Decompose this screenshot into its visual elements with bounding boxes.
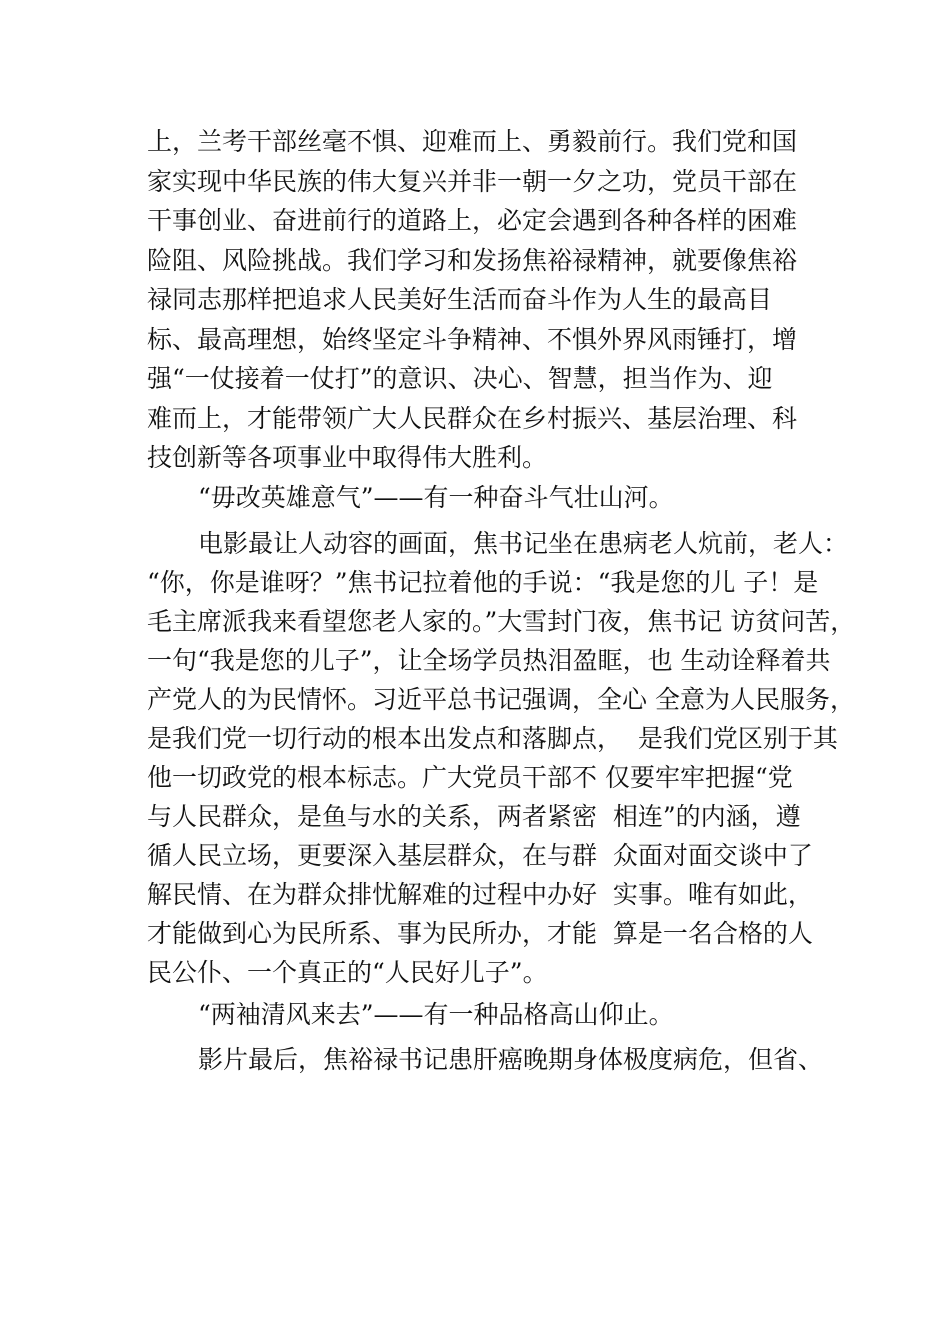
text-line-14: 一句“我是您的儿子”，让全场学员热泪盈眶，也 生动诠释着共: [147, 646, 831, 675]
text-line-2: 家实现中华民族的伟大复兴并非一朝一夕之功，党员干部在: [147, 167, 798, 196]
text-line-19: 循人民立场，更要深入基层群众，在与群 众面对面交谈中了: [147, 841, 813, 870]
text-line-9: 技创新等各项事业中取得伟大胜利。: [147, 443, 548, 472]
paragraph-start-1: 电影最让人动容的画面，焦书记坐在患病老人炕前，老人：: [198, 529, 849, 558]
text-line-22: 民公仆、一个真正的“人民好儿子”。: [147, 958, 548, 987]
text-line-15: 产党人的为民情怀。习近平总书记强调，全心 全意为人民服务，: [147, 685, 855, 714]
text-line-21: 才能做到心为民所系、事为民所办，才能 算是一名合格的人: [147, 919, 813, 948]
text-line-13: 毛主席派我来看望您老人家的。”大雪封门夜，焦书记 访贫问苦，: [147, 607, 856, 636]
paragraph-start-2: 影片最后，焦裕禄书记患肝癌晚期身体极度病危，但省、: [198, 1045, 824, 1074]
text-line-12: “你，你是谁呀？”焦书记拉着他的手说：“我是您的儿 子！是: [147, 568, 819, 597]
text-line-7: 强“一仗接着一仗打”的意识、决心、智慧，担当作为、迎: [147, 364, 773, 393]
text-line-16: 是我们党一切行动的根本出发点和落脚点， 是我们党区别于其: [147, 724, 838, 753]
text-line-17: 他一切政党的根本标志。广大党员干部不 仅要牢牢把握“党: [147, 763, 793, 792]
text-line-4: 险阻、风险挑战。我们学习和发扬焦裕禄精神，就要像焦裕: [147, 246, 798, 275]
text-line-6: 标、最高理想，始终坚定斗争精神、不惧外界风雨锤打，增: [147, 325, 798, 354]
text-line-18: 与人民群众，是鱼与水的关系，两者紧密 相连”的内涵，遵: [147, 802, 801, 831]
text-line-1: 上，兰考干部丝毫不惧、迎难而上、勇毅前行。我们党和国: [147, 127, 798, 156]
text-line-5: 禄同志那样把追求人民美好生活而奋斗作为人生的最高目: [147, 285, 773, 314]
section-heading-1: “毋改英雄意气”——有一种奋斗气壮山河。: [198, 483, 674, 512]
text-line-8: 难而上，才能带领广大人民群众在乡村振兴、基层治理、科: [147, 404, 798, 433]
section-heading-2: “两袖清风来去”——有一种品格高山仰止。: [198, 1000, 674, 1029]
text-line-20: 解民情、在为群众排忧解难的过程中办好 实事。唯有如此，: [147, 880, 813, 909]
text-line-3: 干事创业、奋进前行的道路上，必定会遇到各种各样的困难: [147, 206, 798, 235]
